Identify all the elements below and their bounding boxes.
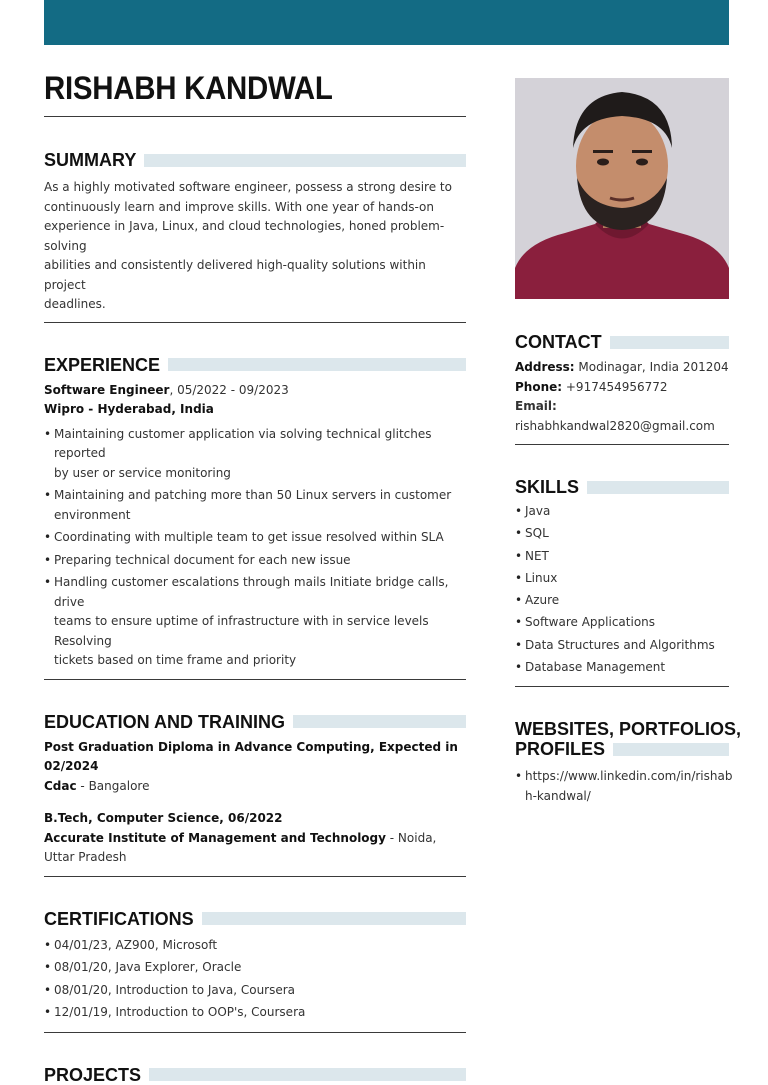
websites-list	[515, 767, 733, 806]
list-item: • Preparing technical document for each new issue	[44, 551, 466, 571]
list-item: • 12/01/19, Introduction to OOP's, Coursera	[44, 1001, 466, 1024]
projects-heading	[44, 1065, 466, 1085]
education-heading-text: EDUCATION AND TRAINING	[44, 711, 285, 732]
summary-text	[44, 178, 466, 315]
divider	[515, 686, 729, 687]
summary-heading	[44, 150, 466, 170]
summary-line: abilities and consistently delivered high-quality solutions within project	[44, 258, 426, 292]
websites-heading	[515, 719, 742, 760]
list-item: • Handling customer escalations through mails Initiate bridge calls, drive teams to ensure uptime of infrastructure with in service levels Resolving tickets based on time frame and priority	[44, 573, 466, 671]
list-item: • Coordinating with multiple team to get issue resolved within SLA	[44, 528, 466, 548]
heading-bar	[168, 358, 466, 371]
divider	[44, 679, 466, 680]
heading-bar	[293, 715, 466, 728]
profile-link[interactable]: • https://www.linkedin.com/in/rishab h-kandwal/	[515, 767, 729, 806]
contact-heading-text: CONTACT	[515, 332, 602, 352]
heading-bar	[610, 336, 729, 349]
projects-heading-text: PROJECTS	[44, 1064, 142, 1085]
certifications-heading	[44, 909, 466, 929]
summary-line: continuously learn and improve skills. With one year of hands-on	[44, 199, 434, 214]
skills-list	[515, 500, 729, 678]
job-title: Software Engineer	[44, 382, 170, 397]
divider	[44, 116, 466, 117]
list-item: • 08/01/20, Java Explorer, Oracle	[44, 956, 466, 979]
websites-heading-text: PROFILES	[515, 739, 606, 760]
list-item: • Database Management	[515, 656, 729, 678]
list-item: • Linux	[515, 567, 729, 589]
list-item: • 08/01/20, Introduction to Java, Coursera	[44, 979, 466, 1002]
list-item: • Azure	[515, 589, 729, 611]
experience-heading	[44, 355, 466, 375]
experience-bullets	[44, 425, 466, 671]
list-item: • SQL	[515, 522, 729, 544]
summary-line: As a highly motivated software engineer, possess a strong desire to	[44, 180, 452, 194]
job-company: Wipro - Hyderabad, India	[44, 402, 214, 416]
list-item: • Java	[515, 500, 729, 522]
contact-phone: Phone: +917454956772	[515, 379, 668, 394]
list-item: • Maintaining customer application via solving technical glitches reported by user or service monitoring	[44, 425, 466, 484]
websites-heading-text: WEBSITES, PORTFOLIOS,	[515, 719, 742, 740]
profile-photo	[515, 78, 729, 299]
sidebar-column	[515, 78, 742, 806]
certifications-list	[44, 934, 466, 1024]
contact-email-label: Email:	[515, 399, 557, 413]
heading-bar	[149, 1068, 466, 1081]
heading-bar	[587, 481, 729, 494]
summary-line: deadlines.	[44, 297, 106, 311]
summary-line: experience in Java, Linux, and cloud technologies, honed problem- solving	[44, 219, 445, 253]
header-accent-bar	[44, 0, 729, 45]
list-item: • Data Structures and Algorithms	[515, 634, 729, 656]
list-item: • Software Applications	[515, 611, 729, 633]
contact-email: rishabhkandwal2820@gmail.com	[515, 418, 715, 433]
divider	[515, 444, 729, 445]
certifications-heading-text: CERTIFICATIONS	[44, 908, 194, 929]
candidate-name: RISHABH KANDWAL	[44, 70, 333, 106]
divider	[44, 876, 466, 877]
contact-heading	[515, 332, 729, 352]
divider	[44, 322, 466, 323]
education-entry: B.Tech, Computer Science, 06/2022 Accurate Institute of Management and Technology - Noida, Uttar Pradesh	[44, 811, 437, 864]
divider	[44, 1032, 466, 1033]
main-column	[44, 70, 466, 1085]
heading-bar	[202, 912, 466, 925]
skills-heading	[515, 477, 729, 497]
heading-bar	[613, 743, 729, 756]
contact-details	[515, 358, 729, 436]
heading-bar	[144, 154, 466, 167]
summary-heading-text: SUMMARY	[44, 150, 137, 170]
list-item: • 04/01/23, AZ900, Microsoft	[44, 934, 466, 957]
list-item: • NET	[515, 545, 729, 567]
skills-heading-text: SKILLS	[515, 477, 580, 497]
education-entry: Post Graduation Diploma in Advance Computing, Expected in 02/2024 Cdac - Bangalore	[44, 739, 458, 793]
job-title-line	[44, 381, 466, 401]
list-item: • Maintaining and patching more than 50 Linux servers in customer environment	[44, 486, 466, 525]
contact-address: Address: Modinagar, India 201204	[515, 360, 729, 374]
education-heading	[44, 712, 466, 732]
experience-heading-text: EXPERIENCE	[44, 354, 161, 375]
job-dates: , 05/2022 - 09/2023	[169, 382, 289, 397]
